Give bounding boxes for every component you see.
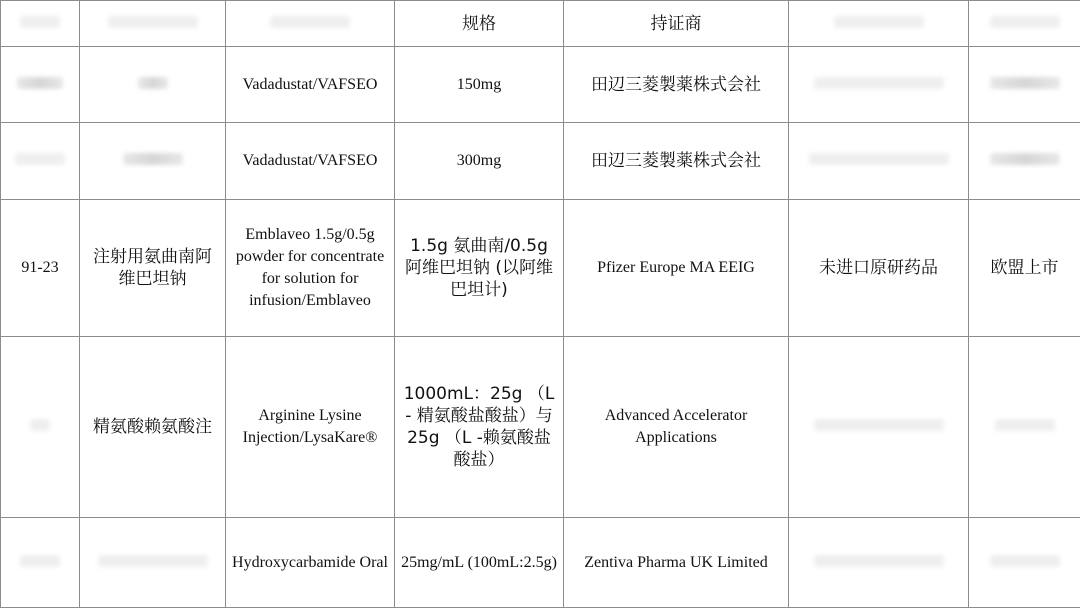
cell-spec: 25mg/mL (100mL:2.5g) — [395, 518, 564, 608]
cell-en-name: Hydroxycarbamide Oral — [226, 518, 395, 608]
cell-en-name: Vadadustat/VAFSEO — [226, 123, 395, 200]
cell-no: 91-23 — [1, 200, 80, 337]
cell-category — [789, 47, 969, 123]
table-row — [1, 123, 1080, 200]
cell-cn-name: 精氨酸赖氨酸注 — [80, 337, 226, 518]
cell-en-name: Emblaveo 1.5g/0.5g powder for concentrate for solution for infusion/Emblaveo — [226, 200, 395, 337]
cell-spec: 1000mL：25g （L - 精氨酸盐酸盐）与 25g （L -赖氨酸盐酸盐） — [395, 337, 564, 518]
cell-no — [1, 47, 80, 123]
table-row — [1, 518, 1080, 608]
cell-spec: 1.5g 氨曲南/0.5g 阿维巴坦钠 (以阿维巴坦计) — [395, 200, 564, 337]
cell-holder: 田辺三菱製薬株式会社 — [564, 47, 789, 123]
header-cell-holder: 持证商 — [564, 1, 789, 47]
cell-spec: 300mg — [395, 123, 564, 200]
cell-note — [969, 518, 1080, 608]
cell-no — [1, 337, 80, 518]
header-cell-en-name — [226, 1, 395, 47]
cell-en-name: Vadadustat/VAFSEO — [226, 47, 395, 123]
cell-category — [789, 337, 969, 518]
cell-holder: Zentiva Pharma UK Limited — [564, 518, 789, 608]
cell-cn-name — [80, 123, 226, 200]
cell-cn-name: 注射用氨曲南阿维巴坦钠 — [80, 200, 226, 337]
cell-holder: 田辺三菱製薬株式会社 — [564, 123, 789, 200]
cell-note: 欧盟上市 — [969, 200, 1080, 337]
cell-holder: Advanced Accelerator Applications — [564, 337, 789, 518]
table-row — [1, 337, 1080, 518]
cell-category — [789, 123, 969, 200]
header-cell-spec: 规格 — [395, 1, 564, 47]
cell-en-name: Arginine Lysine Injection/LysaKare® — [226, 337, 395, 518]
header-cell-cn-name — [80, 1, 226, 47]
cell-holder: Pfizer Europe MA EEIG — [564, 200, 789, 337]
cell-category: 未进口原研药品 — [789, 200, 969, 337]
header-cell-note — [969, 1, 1080, 47]
table-row — [1, 47, 1080, 123]
cell-category — [789, 518, 969, 608]
cell-note — [969, 337, 1080, 518]
cell-cn-name — [80, 518, 226, 608]
cell-spec: 150mg — [395, 47, 564, 123]
cell-note — [969, 123, 1080, 200]
header-cell-no — [1, 1, 80, 47]
cell-no — [1, 518, 80, 608]
cell-no — [1, 123, 80, 200]
header-cell-category — [789, 1, 969, 47]
cell-note — [969, 47, 1080, 123]
table-row — [1, 200, 1080, 337]
table-header-row — [1, 1, 1080, 47]
cell-cn-name — [80, 47, 226, 123]
